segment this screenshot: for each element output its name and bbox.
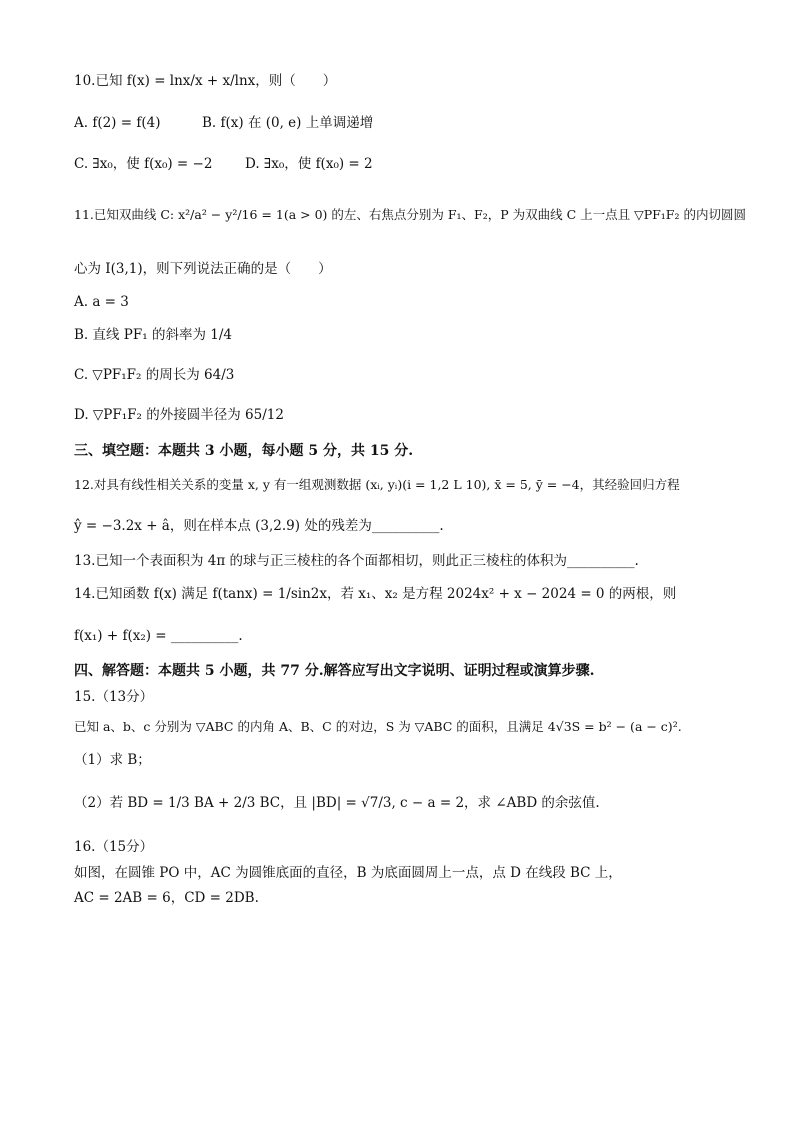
question-10-option-b: B. f(x) 在 (0, e) 上单调递增 bbox=[202, 115, 374, 131]
question-10-option-d: D. ∃x₀，使 f(x₀) = 2 bbox=[245, 156, 373, 172]
section-4-heading: 四、解答题：本题共 5 小题，共 77 分.解答应写出文字说明、证明过程或演算步骤. bbox=[74, 663, 595, 679]
question-16-header: 16.（15分） bbox=[74, 839, 154, 855]
question-12-line1: 12.对具有线性相关关系的变量 x, y 有一组观测数据 (xᵢ, yᵢ)(i = 1,2 L 10), x̄ = 5, ȳ = −4，其经验回归方程 bbox=[74, 477, 680, 492]
question-15-header: 15.（13分） bbox=[74, 689, 154, 705]
question-11-option-b: B. 直线 PF₁ 的斜率为 1/4 bbox=[74, 327, 232, 343]
question-13: 13.已知一个表面积为 4π 的球与正三棱柱的各个面都相切，则此正三棱柱的体积为__________. bbox=[74, 553, 639, 569]
section-3-heading: 三、填空题：本题共 3 小题，每小题 5 分，共 15 分. bbox=[74, 443, 414, 459]
question-11-stem-line1: 11.已知双曲线 C: x²/a² − y²/16 = 1(a > 0) 的左、右焦点分别为 F₁、F₂，P 为双曲线 C 上一点且 ▽PF₁F₂ 的内切圆圆 bbox=[74, 207, 746, 222]
question-14-line2: f(x₁) + f(x₂) = __________. bbox=[74, 628, 243, 644]
question-16-line1: 如图，在圆锥 PO 中，AC 为圆锥底面的直径，B 为底面圆周上一点，点 D 在线段 BC 上， bbox=[74, 865, 622, 881]
question-10-option-a: A. f(2) = f(4) bbox=[74, 115, 161, 131]
question-15-part2: （2）若 BD = 1/3 BA + 2/3 BC，且 |BD| = √7/3, c − a = 2，求 ∠ABD 的余弦值. bbox=[74, 795, 600, 811]
question-10-stem: 10.已知 f(x) = lnx/x + x/lnx，则（ ） bbox=[74, 73, 337, 89]
question-11-stem-line2: 心为 I(3,1)，则下列说法正确的是（ ） bbox=[74, 261, 332, 277]
question-15-part1: （1）求 B； bbox=[74, 752, 151, 768]
question-11-option-a: A. a = 3 bbox=[74, 294, 129, 310]
question-11-option-c: C. ▽PF₁F₂ 的周长为 64/3 bbox=[74, 367, 235, 383]
question-10-option-c: C. ∃x₀，使 f(x₀) = −2 bbox=[74, 156, 213, 172]
question-15-stem: 已知 a、b、c 分别为 ▽ABC 的内角 A、B、C 的对边，S 为 ▽ABC 的面积，且满足 4√3S = b² − (a − c)². bbox=[74, 719, 682, 734]
question-11-option-d: D. ▽PF₁F₂ 的外接圆半径为 65/12 bbox=[74, 407, 284, 423]
question-14-line1: 14.已知函数 f(x) 满足 f(tanx) = 1/sin2x，若 x₁、x₂ 是方程 2024x² + x − 2024 = 0 的两根，则 bbox=[74, 586, 677, 602]
question-16-line2: AC = 2AB = 6，CD = 2DB. bbox=[74, 890, 259, 906]
question-12-line2: ŷ = −3.2x + â，则在样本点 (3,2.9) 处的残差为__________. bbox=[74, 518, 444, 534]
